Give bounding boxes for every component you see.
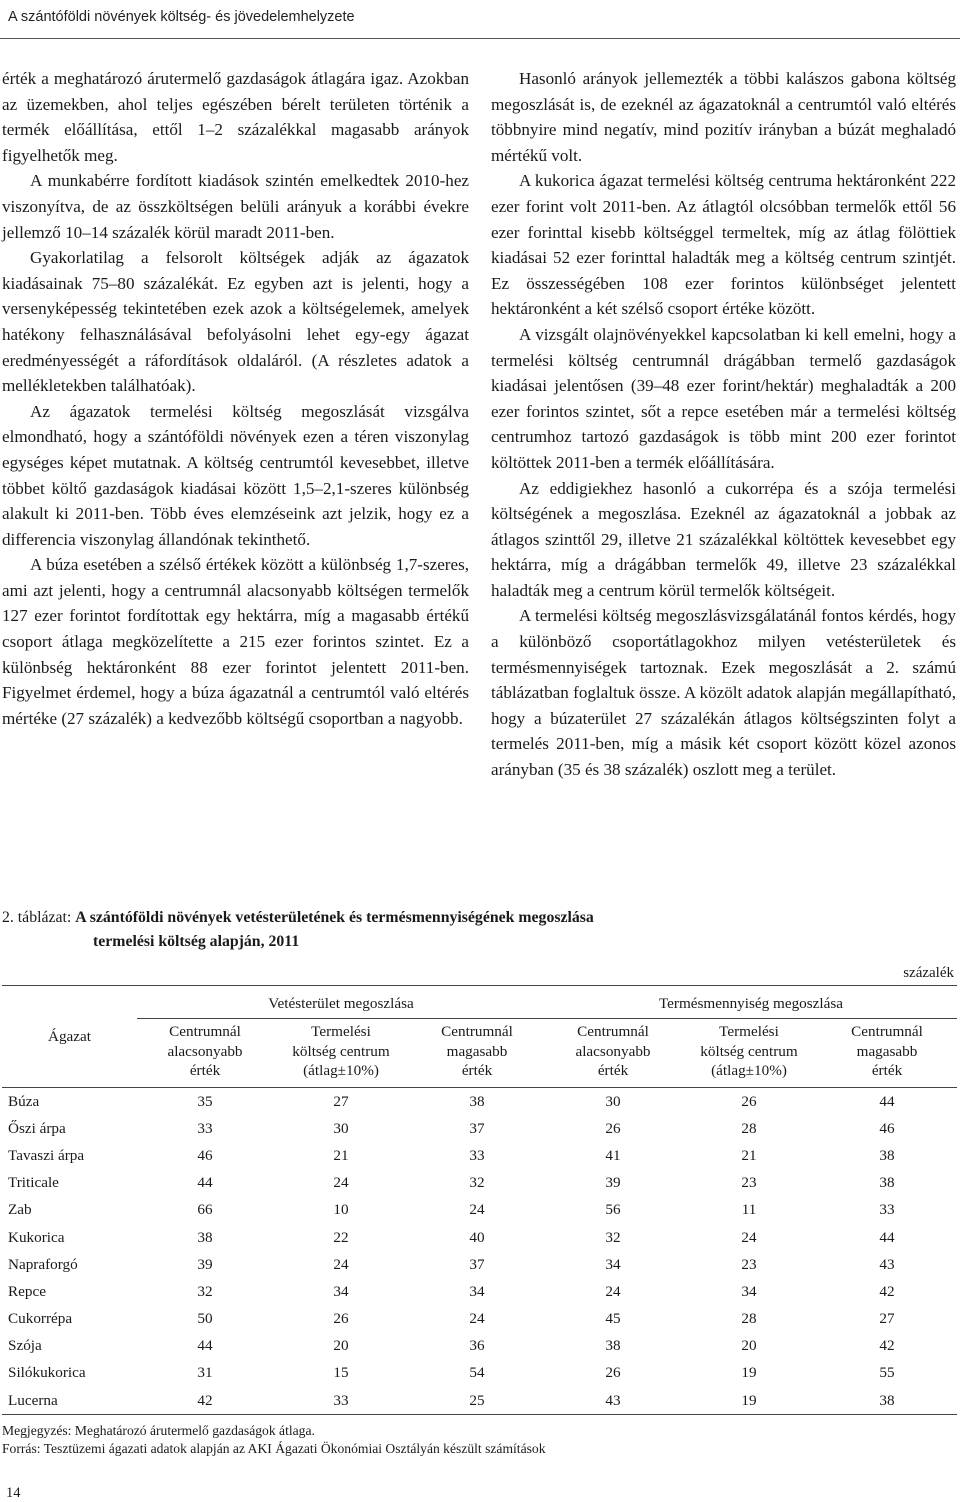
paragraph: A vizsgált olajnövényekkel kapcsolatban ki kell emelni, hogy a termelési költség centrumnál drágábban termelő gazdaságok kiadásai jelentősen (39–48 ezer forint/hektár) meghaladták a 200 ezer forintos szintet, sőt a repce esetében már a termelési költség centrumhoz tartozó gazdaságok is több mint 200 ezer forintot költöttek 2011-ben a termék előállítására.	[491, 324, 956, 472]
paragraph: Gyakorlatilag a felsorolt költségek adják az ágazatok kiadásainak 75–80 százalékát. Ez egyben azt is jelenti, hogy a versenyképesség tekintetében ezek azok a költségelemek, amelyek hatékony felhasználásával befolyásolni lehet egy-egy ágazat eredményességét a ráfordítások oldaláról. (A részletes adatok a mellékletekben találhatóak).	[2, 248, 469, 396]
table-cell: 21	[741, 1146, 757, 1164]
column-header-line: (átlag±10%)	[303, 1062, 379, 1079]
table-cell: 24	[605, 1282, 621, 1300]
table-cell: 38	[197, 1228, 213, 1246]
table-cell: 20	[741, 1337, 757, 1355]
table-cell: 32	[197, 1282, 213, 1300]
table-group-header-row	[2, 986, 957, 1019]
table-cell: 43	[879, 1255, 895, 1273]
column-header-line: magasabb	[856, 1042, 918, 1060]
table-cell: 38	[879, 1174, 895, 1192]
table-cell: 44	[197, 1174, 213, 1192]
table-cell: 42	[879, 1337, 895, 1355]
table-notes	[2, 1422, 546, 1458]
header-rule	[0, 38, 960, 39]
row-label: Zab	[8, 1201, 32, 1219]
row-label: Őszi árpa	[8, 1119, 66, 1137]
table-cell: 19	[741, 1364, 757, 1382]
table-row	[2, 1278, 957, 1305]
table-body	[2, 1088, 957, 1415]
table-row	[2, 1224, 957, 1251]
table-cell: 42	[137, 1387, 273, 1415]
table-cell: 32	[605, 1228, 621, 1246]
table-cell: 34	[469, 1282, 485, 1300]
table-note: Megjegyzés: Meghatározó árutermelő gazdaságok átlaga.	[2, 1423, 315, 1438]
table-cell: 26	[333, 1310, 349, 1328]
table-row	[2, 1306, 957, 1333]
table-cell: 24	[469, 1201, 485, 1219]
table-cell: 27	[879, 1310, 895, 1328]
table-cell: 41	[605, 1146, 621, 1164]
table-cell: 32	[469, 1174, 485, 1192]
table-cell: 37	[469, 1255, 485, 1273]
table-cell: 42	[879, 1282, 895, 1300]
table-cell: 33	[879, 1201, 895, 1219]
table-row	[2, 1170, 957, 1197]
column-header-line: Centrumnál	[577, 1023, 649, 1040]
column-header-line: alacsonyabb	[575, 1042, 651, 1060]
data-table	[2, 985, 957, 1415]
table-cell: 26	[605, 1119, 621, 1137]
column-header-line: érték	[597, 1062, 629, 1079]
table-cell: 22	[333, 1228, 349, 1246]
table-row	[2, 1360, 957, 1387]
column-header-line: érték	[461, 1062, 493, 1079]
left-text-column	[2, 66, 469, 731]
table-cell: 66	[197, 1201, 213, 1219]
column-header-line: Termelési	[719, 1023, 779, 1040]
table-cell: 23	[741, 1174, 757, 1192]
row-label: Napraforgó	[8, 1255, 78, 1273]
column-header	[409, 1019, 545, 1088]
table-cell: 33	[469, 1146, 485, 1164]
table-row	[2, 1197, 957, 1224]
row-label: Búza	[8, 1092, 40, 1110]
column-header-line: érték	[871, 1062, 903, 1079]
column-header	[545, 1019, 681, 1088]
table-row	[2, 1088, 957, 1116]
table-cell: 50	[197, 1310, 213, 1328]
table-cell: 56	[605, 1201, 621, 1219]
table-cell: 20	[333, 1337, 349, 1355]
column-header-line: alacsonyabb	[167, 1042, 243, 1060]
table-cell: 54	[469, 1364, 485, 1382]
table-cell: 34	[333, 1282, 349, 1300]
table-cell: 44	[879, 1092, 895, 1110]
table-cell: 38	[879, 1146, 895, 1164]
table-cell: 40	[469, 1228, 485, 1246]
table-cell: 38	[605, 1337, 621, 1355]
column-header-line: érték	[189, 1062, 221, 1079]
table-cell: 35	[197, 1092, 213, 1110]
paragraph: A kukorica ágazat termelési költség centruma hektáronként 222 ezer forint volt 2011-ben. Az átlagtól olcsóbban termelők ettől 56 ezer forinttal kisebb költséggel termeltek, míg az átlag fölöttiek kiadásai 52 ezer forinttal haladták meg a költség centrum szintjét. Ez összességében 108 ezer forintos különbséget jelentett hektáronként a két szélső csoport értéke között.	[491, 171, 956, 319]
table-cell: 11	[741, 1201, 757, 1219]
table-cell: 30	[605, 1092, 621, 1110]
table-cell: 45	[605, 1310, 621, 1328]
table-cell: 26	[741, 1092, 757, 1110]
table-cell: 10	[333, 1201, 349, 1219]
table-cell: 43	[545, 1387, 681, 1415]
table-cell: 34	[741, 1282, 757, 1300]
paragraph: Az eddigiekhez hasonló a cukorrépa és a szója termelési költségének a megoszlása. Ezeknél az ágazatoknál a jobbak az átlagos szinttől 29, illetve 21 százalékkal költöttek kevesebbet egy hektárra, míg a drágábban termelők 49, illetve 23 százalékkal haladták meg a centrum körül termelők költségeit.	[491, 478, 956, 600]
table-cell: 23	[741, 1255, 757, 1273]
table-cell: 28	[741, 1119, 757, 1137]
right-text-column	[491, 66, 956, 783]
table-cell: 36	[469, 1337, 485, 1355]
table-cell: 33	[197, 1119, 213, 1137]
table-cell: 55	[879, 1364, 895, 1382]
row-label: Lucerna	[2, 1387, 137, 1415]
table-caption	[2, 906, 957, 954]
table-cell: 30	[333, 1119, 349, 1137]
paragraph: érték a meghatározó árutermelő gazdaságok átlagára igaz. Azokban az üzemekben, ahol teljes egészében bérelt területen történik a termék előállítása, ettől 1–2 százalékkal magasabb arányok figyelhetők meg.	[2, 69, 469, 165]
column-header-line: Termelési	[311, 1023, 371, 1040]
table-row	[2, 1251, 957, 1278]
table-cell: 46	[197, 1146, 213, 1164]
column-header-line: költség centrum	[292, 1042, 390, 1060]
table-cell: 38	[469, 1092, 485, 1110]
table-cell: 27	[333, 1092, 349, 1110]
row-header-agazat: Ágazat	[2, 986, 137, 1088]
paragraph: A munkabérre fordított kiadások szintén emelkedtek 2010-hez viszonyítva, de az összköltségen belüli arányuk a korábbi évekre jellemző 10–14 százalék körül maradt 2011-ben.	[2, 171, 469, 242]
paragraph: Az ágazatok termelési költség megoszlását vizsgálva elmondható, hogy a szántóföldi növények ezen a téren viszonylag egységes képet mutatnak. A költség centrumtól kevesebbet, illetve többet költő gazdaságok kiadásai között 1,5–2,1-szeres különbség alakult ki 2011-ben. Több éves elemzéseink azt jelzik, hogy ez a differencia viszonylag állandónak tekinthető.	[2, 401, 469, 549]
table-cell: 44	[197, 1337, 213, 1355]
table-cell: 25	[409, 1387, 545, 1415]
column-header-line: Centrumnál	[169, 1023, 241, 1040]
table-row	[2, 1115, 957, 1142]
paragraph: A búza esetében a szélső értékek között a különbség 1,7-szeres, ami azt jelenti, hogy a centrumnál alacsonyabb költségen termelők 127 ezer forintot fordítottak egy hektárra, míg a magasabb értékű csoport átlaga megközelítette a 215 ezer forintos szintet. Ez a különbség hektáronként 88 ezer forintot jelentett 2011-ben. Figyelmet érdemel, hogy a búza ágazatnál a centrumtól való eltérés mértéke (27 százalék) a kedvezőbb költségű csoportban a nagyobb.	[2, 555, 469, 728]
table-cell: 37	[469, 1119, 485, 1137]
column-header	[681, 1019, 817, 1088]
running-header	[0, 0, 960, 40]
row-label: Repce	[8, 1282, 46, 1300]
row-label: Triticale	[8, 1174, 59, 1192]
paragraph: A termelési költség megoszlásvizsgálatánál fontos kérdés, hogy a különböző csoportátlagokhoz milyen vetésterületek és termésmennyiségek tartoznak. Ezek megoszlását a 2. számú táblázatban foglaltuk össze. A közölt adatok alapján megállapítható, hogy a búzaterület 27 százalékán átlagos költségszinten folyt a termelés 2011-ben, míg a másik két csoport között közel azonos arányban (35 és 38 százalék) oszlott meg a terület.	[491, 606, 956, 780]
group-header-yield: Termésmennyiség megoszlása	[545, 986, 957, 1019]
column-header	[137, 1019, 273, 1088]
row-label: Kukorica	[8, 1228, 65, 1246]
table-subheader-row	[2, 1019, 957, 1088]
row-label: Szója	[8, 1337, 42, 1355]
row-label: Silókukorica	[8, 1364, 86, 1382]
table-row	[2, 1387, 957, 1415]
table-cell: 39	[605, 1174, 621, 1192]
table-row	[2, 1333, 957, 1360]
table-cell: 44	[879, 1228, 895, 1246]
table-cell: 33	[273, 1387, 409, 1415]
page-number: 14	[6, 1485, 21, 1501]
table-source: Forrás: Tesztüzemi ágazati adatok alapján az AKI Ágazati Ökonómiai Osztályán készült számítások	[2, 1441, 546, 1456]
column-header-line: költség centrum	[700, 1042, 798, 1060]
column-header-line: magasabb	[446, 1042, 508, 1060]
table-cell: 46	[879, 1119, 895, 1137]
column-header-line: Centrumnál	[851, 1023, 923, 1040]
running-header-title: A szántóföldi növények költség- és jövedelemhelyzete	[8, 9, 355, 25]
row-label: Cukorrépa	[8, 1310, 73, 1328]
table-cell: 31	[197, 1364, 213, 1382]
column-header	[817, 1019, 957, 1088]
table-caption-title-line2: termelési költség alapján, 2011	[93, 933, 300, 950]
column-header-line: (átlag±10%)	[711, 1062, 787, 1079]
table-row	[2, 1142, 957, 1169]
column-header-line: Centrumnál	[441, 1023, 513, 1040]
table-cell: 34	[605, 1255, 621, 1273]
group-header-area: Vetésterület megoszlása	[137, 986, 545, 1019]
table-cell: 24	[333, 1174, 349, 1192]
table-cell: 39	[197, 1255, 213, 1273]
table-cell: 26	[605, 1364, 621, 1382]
table-caption-title: A szántóföldi növények vetésterületének és termésmennyiségének megoszlása	[75, 909, 594, 926]
table-cell: 15	[333, 1364, 349, 1382]
table-cell: 24	[333, 1255, 349, 1273]
table-cell: 28	[741, 1310, 757, 1328]
table-cell: 19	[681, 1387, 817, 1415]
table-cell: 21	[333, 1146, 349, 1164]
table-cell: 38	[817, 1387, 957, 1415]
table-unit-label: százalék	[903, 965, 954, 981]
table-cell: 24	[469, 1310, 485, 1328]
paragraph: Hasonló arányok jellemezték a többi kalászos gabona költség megoszlását is, de ezeknél az ágazatoknál a centrumtól való eltérés többnyire mind negatív, mind pozitív irányban a búzát meghaladó mértékű volt.	[491, 69, 956, 165]
table-caption-number: 2. táblázat:	[2, 909, 72, 926]
column-header	[273, 1019, 409, 1088]
row-label: Tavaszi árpa	[8, 1146, 85, 1164]
table-cell: 24	[741, 1228, 757, 1246]
